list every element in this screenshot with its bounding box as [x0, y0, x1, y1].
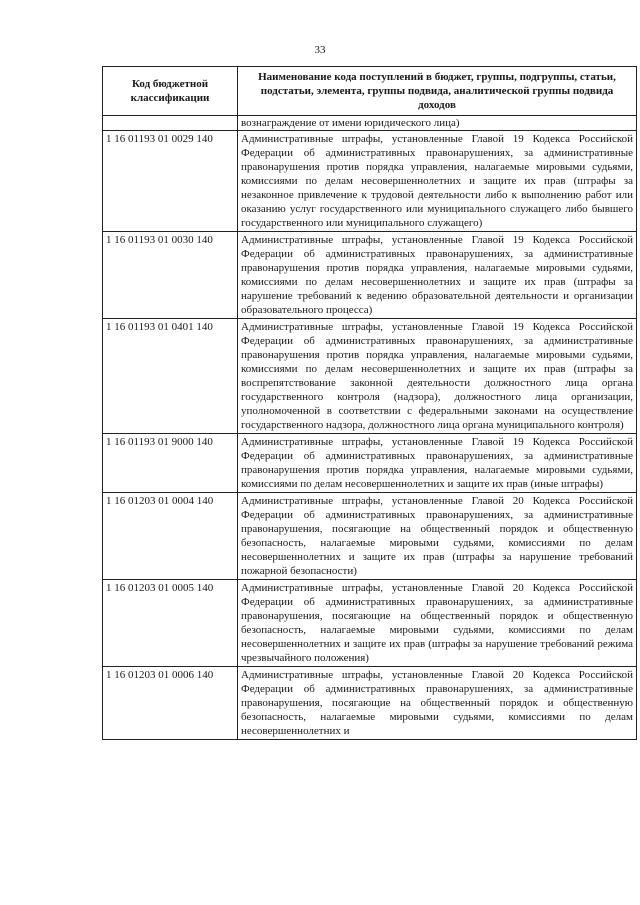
budget-code-cell: 1 16 01203 01 0006 140 [103, 667, 238, 740]
table-row [103, 580, 637, 667]
income-name-cell: Административные штрафы, установленные Главой 20 Кодекса Российской Федерации об административных правонарушениях, за административные правонарушения, посягающие на общественный порядок и общественную безопасность, налагаемые мировыми судьями, комиссиями по делам несовершеннолетних и защите их прав (штрафы за нарушение требований режима чрезвычайного положения) [238, 580, 637, 667]
table-row [103, 232, 637, 319]
header-name: Наименование кода поступлений в бюджет, группы, подгруппы, статьи, подстатьи, элемента, группы подвида, аналитической группы подвида доходов [238, 67, 637, 116]
table-row [103, 667, 637, 740]
budget-code-cell: 1 16 01193 01 0029 140 [103, 131, 238, 232]
budget-code-cell: 1 16 01203 01 0005 140 [103, 580, 238, 667]
table-row [103, 319, 637, 434]
table-row [103, 131, 637, 232]
income-name-cell: Административные штрафы, установленные Главой 20 Кодекса Российской Федерации об административных правонарушениях, за административные правонарушения, посягающие на общественный порядок и общественную безопасность, налагаемые мировыми судьями, комиссиями по делам несовершеннолетних и [238, 667, 637, 740]
header-code: Код бюджетной классификации [103, 67, 238, 116]
page-number: 33 [314, 44, 326, 56]
budget-code-cell: 1 16 01193 01 0030 140 [103, 232, 238, 319]
table-row [103, 434, 637, 493]
income-name-cell: Административные штрафы, установленные Главой 19 Кодекса Российской Федерации об административных правонарушениях, за административные правонарушения против порядка управления, налагаемые мировыми судьями, комиссиями по делам несовершеннолетних и защите их прав (штрафы за воспрепятствование законной деятельности должностного лица органа государственного контроля (надзора), должностного лица организации, уполномоченной в соответствии с федеральными законами на осуществление государственного надзора, должностного лица органа муниципального контроля) [238, 319, 637, 434]
budget-code-cell: 1 16 01193 01 9000 140 [103, 434, 238, 493]
budget-code-cell: 1 16 01203 01 0004 140 [103, 493, 238, 580]
table-row [103, 493, 637, 580]
income-name-cell: Административные штрафы, установленные Главой 20 Кодекса Российской Федерации об административных правонарушениях, за административные правонарушения, посягающие на общественный порядок и общественную безопасность, налагаемые мировыми судьями, комиссиями по делам несовершеннолетних и защите их прав (штрафы за нарушение требований пожарной безопасности) [238, 493, 637, 580]
income-name-cell: Административные штрафы, установленные Главой 19 Кодекса Российской Федерации об административных правонарушениях, за административные правонарушения против порядка управления, налагаемые мировыми судьями, комиссиями по делам несовершеннолетних и защите их прав (иные штрафы) [238, 434, 637, 493]
budget-code-cell: 1 16 01193 01 0401 140 [103, 319, 238, 434]
table-row-continuation [103, 116, 637, 131]
continuation-code-cell [103, 116, 238, 131]
income-name-cell: Административные штрафы, установленные Главой 19 Кодекса Российской Федерации об административных правонарушениях, за административные правонарушения против порядка управления, налагаемые мировыми судьями, комиссиями по делам несовершеннолетних и защите их прав (штрафы за незаконное привлечение к трудовой деятельности либо к выполнению работ или оказанию услуг государственного или муниципального служащего либо бывшего государственного или муниципального служащего) [238, 131, 637, 232]
budget-classification-table [102, 66, 637, 740]
continuation-name-cell: вознаграждение от имени юридического лица) [238, 116, 637, 131]
table-header-row [103, 67, 637, 116]
income-name-cell: Административные штрафы, установленные Главой 19 Кодекса Российской Федерации об административных правонарушениях, за административные правонарушения против порядка управления, налагаемые мировыми судьями, комиссиями по делам несовершеннолетних и защите их прав (штрафы за нарушение требований к ведению образовательной деятельности и организации образовательного процесса) [238, 232, 637, 319]
